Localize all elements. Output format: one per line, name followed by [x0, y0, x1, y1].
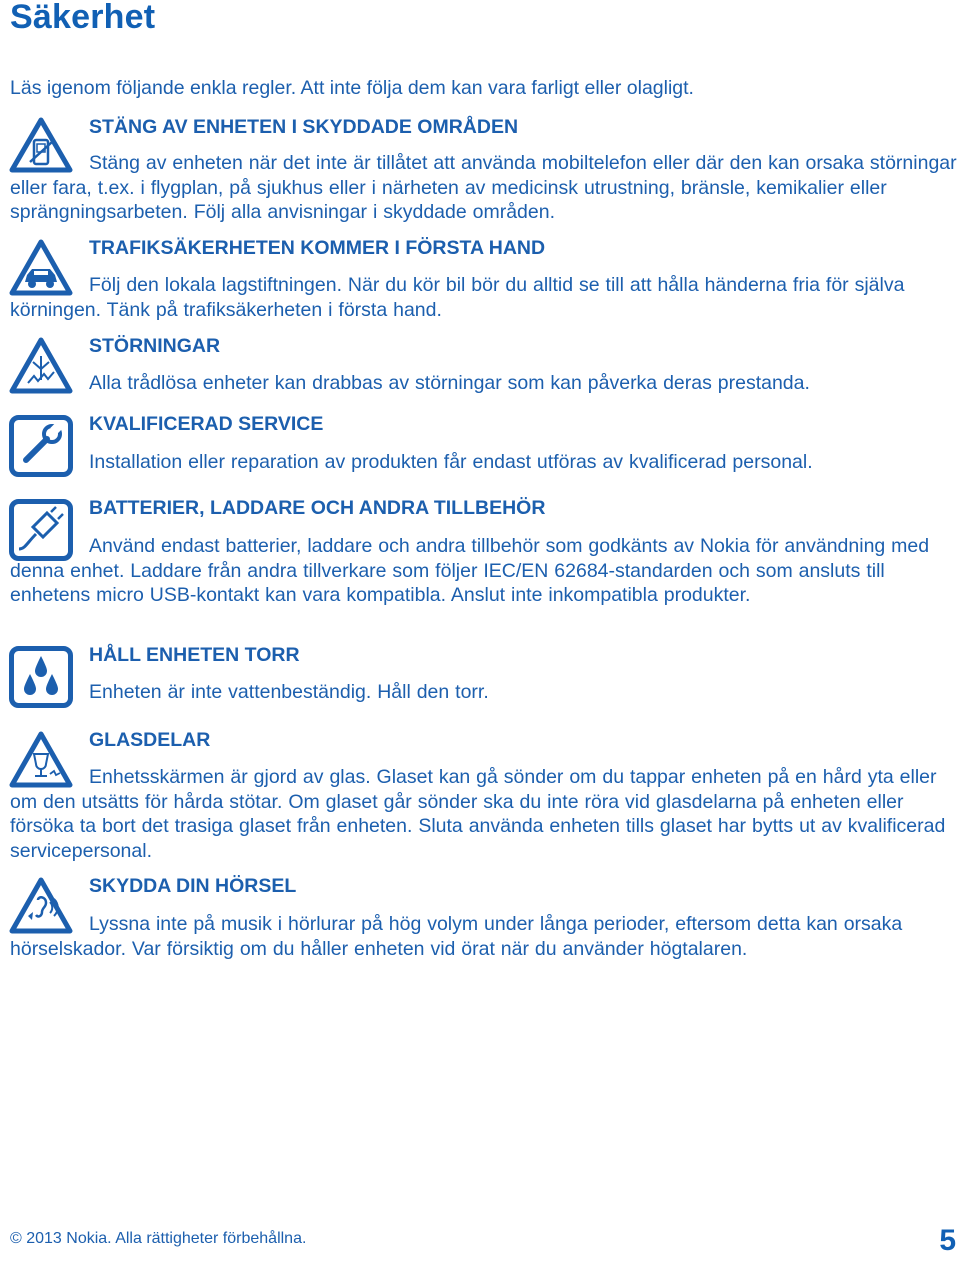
section-heading-keep-dry: HÅLL ENHETEN TORR [89, 644, 300, 666]
section-heading-interference: STÖRNINGAR [89, 335, 221, 357]
section-heading-glass: GLASDELAR [89, 729, 211, 751]
section-heading-qualified-service: KVALIFICERAD SERVICE [89, 413, 324, 435]
section-body-protected-areas: Stäng av enheten när det inte är tillåtet att använda mobiltelefon eller där den kan orsaka störningar eller fara, t.ex. i flygplan, på sjukhus eller i närheten av medicinsk utrustning, bränsle, kemikalier eller sprängningsarbeten. Följ alla anvisningar i skyddade områden. [10, 152, 957, 224]
section-heading-hearing: SKYDDA DIN HÖRSEL [89, 875, 297, 897]
section-body-traffic-safety: Följ den lokala lagstiftningen. När du kör bil bör du alltid se till att hålla händerna fria för själva körningen. Tänk på trafiksäkerheten i första hand. [10, 274, 905, 321]
page-title: Säkerhet [10, 0, 156, 36]
section-heading-traffic-safety: TRAFIKSÄKERHETEN KOMMER I FÖRSTA HAND [89, 237, 546, 259]
section-body-hearing: Lyssna inte på musik i hörlurar på hög volym under långa perioder, eftersom detta kan orsaka hörselskador. Var försiktig om du håller enheten vid örat när du använder högtalaren. [10, 913, 903, 960]
section-body-interference: Alla trådlösa enheter kan drabbas av störningar som kan påverka deras prestanda. [89, 372, 810, 394]
section-body-qualified-service: Installation eller reparation av produkten får endast utföras av kvalificerad personal. [89, 451, 813, 473]
page-number: 5 [939, 1224, 956, 1257]
section-body-glass: Enhetsskärmen är gjord av glas. Glaset kan gå sönder om du tappar enheten på en hård yta eller om den utsätts för hårda stötar. Om glaset går sönder ska du inte röra vid glasdelarna på enheten eller försöka ta bort det trasiga glaset från enheten. Sluta använda enheten tills glaset har bytts ut av kvalificerad servicepersonal. [10, 766, 946, 862]
section-heading-batteries: BATTERIER, LADDARE OCH ANDRA TILLBEHÖR [89, 497, 546, 519]
section-body-keep-dry: Enheten är inte vattenbeständig. Håll den torr. [89, 681, 489, 703]
section-heading-protected-areas: STÄNG AV ENHETEN I SKYDDADE OMRÅDEN [89, 116, 519, 138]
section-body-batteries: Använd endast batterier, laddare och andra tillbehör som godkänts av Nokia för användning med denna enhet. Laddare från andra tillverkare som följer IEC/EN 62684-standarden och som ansluts till enhetens micro USB-kontakt kan vara kompatibla. Anslut inte inkompatibla produkter. [10, 535, 930, 607]
intro-text: Läs igenom följande enkla regler. Att inte följa dem kan vara farligt eller olagligt. [10, 77, 694, 99]
copyright-text: © 2013 Nokia. Alla rättigheter förbehållna. [10, 1230, 307, 1247]
